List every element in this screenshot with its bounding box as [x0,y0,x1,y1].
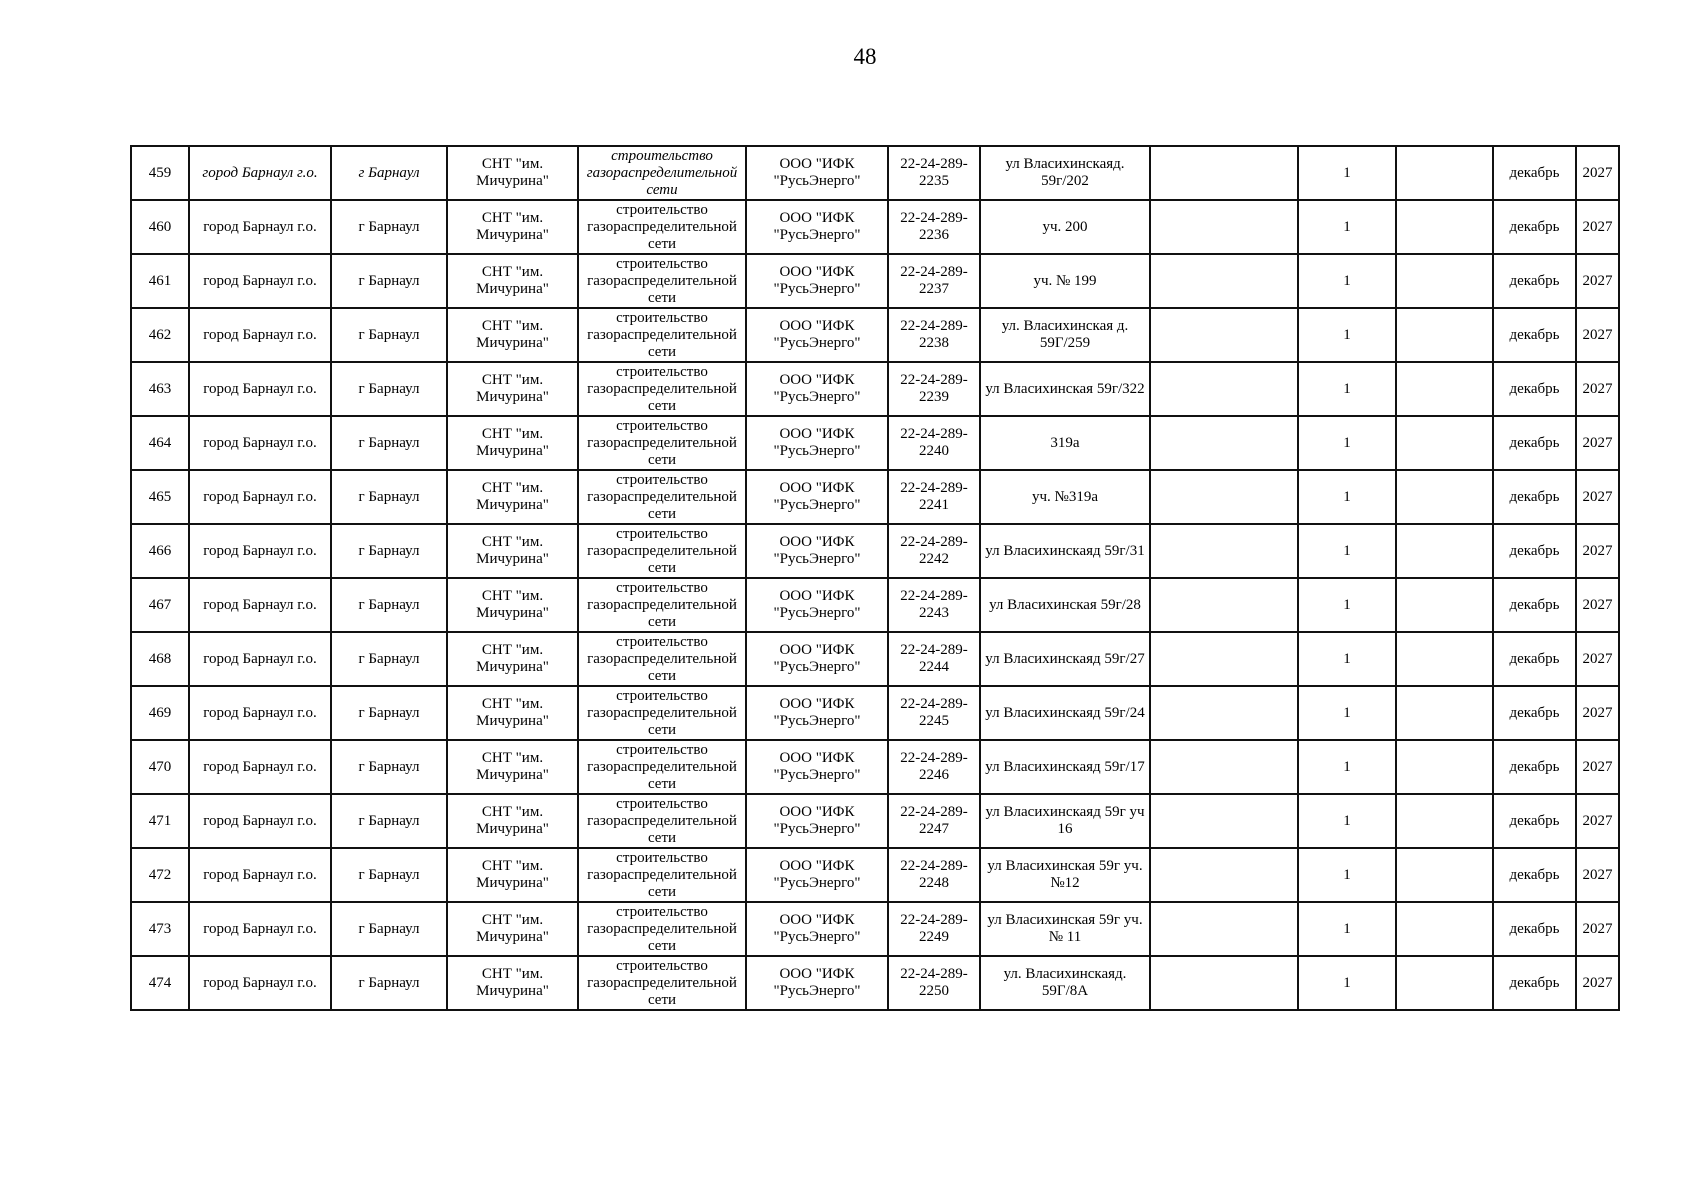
quantity-cell: 1 [1298,524,1396,578]
empty-cell [1396,578,1493,632]
city-cell: г Барнаул [331,362,447,416]
city-cell: г Барнаул [331,308,447,362]
snt-cell: СНТ "им. Мичурина" [447,416,578,470]
month-cell: декабрь [1493,686,1576,740]
municipality-cell: город Барнаул г.о. [189,416,331,470]
city-cell: г Барнаул [331,578,447,632]
request-code-cell: 22-24-289-2247 [888,794,980,848]
month-cell: декабрь [1493,956,1576,1010]
table-row [131,362,1619,416]
row-number-cell: 459 [131,146,189,200]
registry-table [130,145,1620,1011]
table-row [131,902,1619,956]
year-cell: 2027 [1576,956,1619,1010]
municipality-cell: город Барнаул г.о. [189,470,331,524]
row-number-cell: 468 [131,632,189,686]
table-row [131,470,1619,524]
municipality-cell: город Барнаул г.о. [189,146,331,200]
address-cell: 319а [980,416,1150,470]
table-row [131,146,1619,200]
organization-cell: ООО "ИФК "РусьЭнерго" [746,848,888,902]
municipality-cell: город Барнаул г.о. [189,200,331,254]
request-code-cell: 22-24-289-2242 [888,524,980,578]
snt-cell: СНТ "им. Мичурина" [447,362,578,416]
work-type-cell: строительство газораспределительной сети [578,416,746,470]
quantity-cell: 1 [1298,362,1396,416]
organization-cell: ООО "ИФК "РусьЭнерго" [746,308,888,362]
year-cell: 2027 [1576,254,1619,308]
empty-cell [1396,794,1493,848]
year-cell: 2027 [1576,578,1619,632]
request-code-cell: 22-24-289-2237 [888,254,980,308]
table-row [131,794,1619,848]
city-cell: г Барнаул [331,686,447,740]
work-type-cell: строительство газораспределительной сети [578,254,746,308]
snt-cell: СНТ "им. Мичурина" [447,956,578,1010]
month-cell: декабрь [1493,254,1576,308]
quantity-cell: 1 [1298,254,1396,308]
empty-cell [1396,524,1493,578]
city-cell: г Барнаул [331,902,447,956]
municipality-cell: город Барнаул г.о. [189,524,331,578]
work-type-cell: строительство газораспределительной сети [578,956,746,1010]
month-cell: декабрь [1493,362,1576,416]
organization-cell: ООО "ИФК "РусьЭнерго" [746,956,888,1010]
month-cell: декабрь [1493,740,1576,794]
address-cell: ул Власихинская 59г/322 [980,362,1150,416]
year-cell: 2027 [1576,524,1619,578]
city-cell: г Барнаул [331,956,447,1010]
empty-cell [1396,902,1493,956]
snt-cell: СНТ "им. Мичурина" [447,308,578,362]
table-row [131,200,1619,254]
year-cell: 2027 [1576,632,1619,686]
address-cell: ул Власихинская 59г/28 [980,578,1150,632]
row-number-cell: 461 [131,254,189,308]
row-number-cell: 467 [131,578,189,632]
month-cell: декабрь [1493,416,1576,470]
year-cell: 2027 [1576,362,1619,416]
year-cell: 2027 [1576,146,1619,200]
work-type-cell: строительство газораспределительной сети [578,686,746,740]
organization-cell: ООО "ИФК "РусьЭнерго" [746,794,888,848]
request-code-cell: 22-24-289-2250 [888,956,980,1010]
row-number-cell: 466 [131,524,189,578]
empty-cell [1150,686,1298,740]
year-cell: 2027 [1576,686,1619,740]
snt-cell: СНТ "им. Мичурина" [447,146,578,200]
empty-cell [1396,254,1493,308]
month-cell: декабрь [1493,308,1576,362]
empty-cell [1150,740,1298,794]
quantity-cell: 1 [1298,146,1396,200]
address-cell: ул Власихинскаяд 59г/31 [980,524,1150,578]
month-cell: декабрь [1493,524,1576,578]
row-number-cell: 465 [131,470,189,524]
row-number-cell: 473 [131,902,189,956]
snt-cell: СНТ "им. Мичурина" [447,524,578,578]
empty-cell [1396,362,1493,416]
municipality-cell: город Барнаул г.о. [189,686,331,740]
quantity-cell: 1 [1298,956,1396,1010]
address-cell: ул Власихинская 59г уч. №12 [980,848,1150,902]
month-cell: декабрь [1493,902,1576,956]
year-cell: 2027 [1576,740,1619,794]
empty-cell [1150,200,1298,254]
empty-cell [1396,416,1493,470]
request-code-cell: 22-24-289-2238 [888,308,980,362]
year-cell: 2027 [1576,794,1619,848]
work-type-cell: строительство газораспределительной сети [578,308,746,362]
quantity-cell: 1 [1298,200,1396,254]
city-cell: г Барнаул [331,470,447,524]
request-code-cell: 22-24-289-2240 [888,416,980,470]
municipality-cell: город Барнаул г.о. [189,848,331,902]
empty-cell [1396,308,1493,362]
quantity-cell: 1 [1298,578,1396,632]
request-code-cell: 22-24-289-2236 [888,200,980,254]
empty-cell [1150,794,1298,848]
empty-cell [1396,686,1493,740]
request-code-cell: 22-24-289-2235 [888,146,980,200]
month-cell: декабрь [1493,848,1576,902]
row-number-cell: 462 [131,308,189,362]
year-cell: 2027 [1576,470,1619,524]
address-cell: ул Власихинскаяд 59г уч 16 [980,794,1150,848]
month-cell: декабрь [1493,470,1576,524]
table-row [131,524,1619,578]
request-code-cell: 22-24-289-2243 [888,578,980,632]
organization-cell: ООО "ИФК "РусьЭнерго" [746,470,888,524]
address-cell: ул Власихинскаяд. 59г/202 [980,146,1150,200]
year-cell: 2027 [1576,308,1619,362]
municipality-cell: город Барнаул г.о. [189,362,331,416]
quantity-cell: 1 [1298,740,1396,794]
row-number-cell: 469 [131,686,189,740]
city-cell: г Барнаул [331,848,447,902]
year-cell: 2027 [1576,200,1619,254]
request-code-cell: 22-24-289-2246 [888,740,980,794]
year-cell: 2027 [1576,848,1619,902]
city-cell: г Барнаул [331,416,447,470]
month-cell: декабрь [1493,200,1576,254]
municipality-cell: город Барнаул г.о. [189,956,331,1010]
table-row [131,416,1619,470]
quantity-cell: 1 [1298,308,1396,362]
empty-cell [1396,200,1493,254]
work-type-cell: строительство газораспределительной сети [578,902,746,956]
table-row [131,308,1619,362]
work-type-cell: строительство газораспределительной сети [578,524,746,578]
request-code-cell: 22-24-289-2245 [888,686,980,740]
work-type-cell: строительство газораспределительной сети [578,794,746,848]
organization-cell: ООО "ИФК "РусьЭнерго" [746,362,888,416]
organization-cell: ООО "ИФК "РусьЭнерго" [746,632,888,686]
address-cell: уч. 200 [980,200,1150,254]
empty-cell [1396,470,1493,524]
municipality-cell: город Барнаул г.о. [189,740,331,794]
municipality-cell: город Барнаул г.о. [189,308,331,362]
month-cell: декабрь [1493,146,1576,200]
city-cell: г Барнаул [331,524,447,578]
address-cell: ул. Власихинскаяд. 59Г/8А [980,956,1150,1010]
row-number-cell: 464 [131,416,189,470]
address-cell: ул Власихинская 59г уч. № 11 [980,902,1150,956]
page-number: 48 [853,44,877,69]
empty-cell [1150,848,1298,902]
table-row [131,578,1619,632]
municipality-cell: город Барнаул г.о. [189,632,331,686]
snt-cell: СНТ "им. Мичурина" [447,632,578,686]
table-body [131,146,1619,1010]
empty-cell [1150,956,1298,1010]
empty-cell [1396,146,1493,200]
work-type-cell: строительство газораспределительной сети [578,578,746,632]
city-cell: г Барнаул [331,740,447,794]
city-cell: г Барнаул [331,632,447,686]
request-code-cell: 22-24-289-2241 [888,470,980,524]
snt-cell: СНТ "им. Мичурина" [447,794,578,848]
row-number-cell: 463 [131,362,189,416]
organization-cell: ООО "ИФК "РусьЭнерго" [746,416,888,470]
snt-cell: СНТ "им. Мичурина" [447,902,578,956]
snt-cell: СНТ "им. Мичурина" [447,470,578,524]
snt-cell: СНТ "им. Мичурина" [447,578,578,632]
table-row [131,632,1619,686]
row-number-cell: 472 [131,848,189,902]
empty-cell [1150,524,1298,578]
snt-cell: СНТ "им. Мичурина" [447,740,578,794]
empty-cell [1396,956,1493,1010]
empty-cell [1150,470,1298,524]
organization-cell: ООО "ИФК "РусьЭнерго" [746,686,888,740]
request-code-cell: 22-24-289-2244 [888,632,980,686]
empty-cell [1150,632,1298,686]
snt-cell: СНТ "им. Мичурина" [447,848,578,902]
organization-cell: ООО "ИФК "РусьЭнерго" [746,254,888,308]
work-type-cell: строительство газораспределительной сети [578,740,746,794]
request-code-cell: 22-24-289-2249 [888,902,980,956]
address-cell: ул Власихинскаяд 59г/17 [980,740,1150,794]
organization-cell: ООО "ИФК "РусьЭнерго" [746,146,888,200]
empty-cell [1150,308,1298,362]
empty-cell [1150,902,1298,956]
empty-cell [1150,254,1298,308]
organization-cell: ООО "ИФК "РусьЭнерго" [746,200,888,254]
work-type-cell: строительство газораспределительной сети [578,470,746,524]
organization-cell: ООО "ИФК "РусьЭнерго" [746,740,888,794]
address-cell: ул. Власихинская д. 59Г/259 [980,308,1150,362]
row-number-cell: 460 [131,200,189,254]
row-number-cell: 470 [131,740,189,794]
municipality-cell: город Барнаул г.о. [189,902,331,956]
city-cell: г Барнаул [331,794,447,848]
quantity-cell: 1 [1298,470,1396,524]
work-type-cell: строительство газораспределительной сети [578,200,746,254]
quantity-cell: 1 [1298,416,1396,470]
table-row [131,740,1619,794]
row-number-cell: 474 [131,956,189,1010]
year-cell: 2027 [1576,416,1619,470]
city-cell: г Барнаул [331,146,447,200]
row-number-cell: 471 [131,794,189,848]
address-cell: уч. №319а [980,470,1150,524]
request-code-cell: 22-24-289-2248 [888,848,980,902]
work-type-cell: строительство газораспределительной сети [578,848,746,902]
empty-cell [1396,632,1493,686]
city-cell: г Барнаул [331,200,447,254]
empty-cell [1396,848,1493,902]
empty-cell [1150,146,1298,200]
municipality-cell: город Барнаул г.о. [189,794,331,848]
work-type-cell: строительство газораспределительной сети [578,362,746,416]
quantity-cell: 1 [1298,794,1396,848]
empty-cell [1396,740,1493,794]
address-cell: уч. № 199 [980,254,1150,308]
municipality-cell: город Барнаул г.о. [189,254,331,308]
quantity-cell: 1 [1298,632,1396,686]
organization-cell: ООО "ИФК "РусьЭнерго" [746,902,888,956]
table-row [131,956,1619,1010]
month-cell: декабрь [1493,578,1576,632]
empty-cell [1150,578,1298,632]
address-cell: ул Власихинскаяд 59г/24 [980,686,1150,740]
work-type-cell: строительство газораспределительной сети [578,146,746,200]
quantity-cell: 1 [1298,686,1396,740]
organization-cell: ООО "ИФК "РусьЭнерго" [746,578,888,632]
empty-cell [1150,416,1298,470]
address-cell: ул Власихинскаяд 59г/27 [980,632,1150,686]
month-cell: декабрь [1493,632,1576,686]
snt-cell: СНТ "им. Мичурина" [447,686,578,740]
table-row [131,254,1619,308]
municipality-cell: город Барнаул г.о. [189,578,331,632]
table-row [131,848,1619,902]
work-type-cell: строительство газораспределительной сети [578,632,746,686]
snt-cell: СНТ "им. Мичурина" [447,254,578,308]
quantity-cell: 1 [1298,902,1396,956]
organization-cell: ООО "ИФК "РусьЭнерго" [746,524,888,578]
year-cell: 2027 [1576,902,1619,956]
month-cell: декабрь [1493,794,1576,848]
table-row [131,686,1619,740]
empty-cell [1150,362,1298,416]
city-cell: г Барнаул [331,254,447,308]
request-code-cell: 22-24-289-2239 [888,362,980,416]
snt-cell: СНТ "им. Мичурина" [447,200,578,254]
quantity-cell: 1 [1298,848,1396,902]
